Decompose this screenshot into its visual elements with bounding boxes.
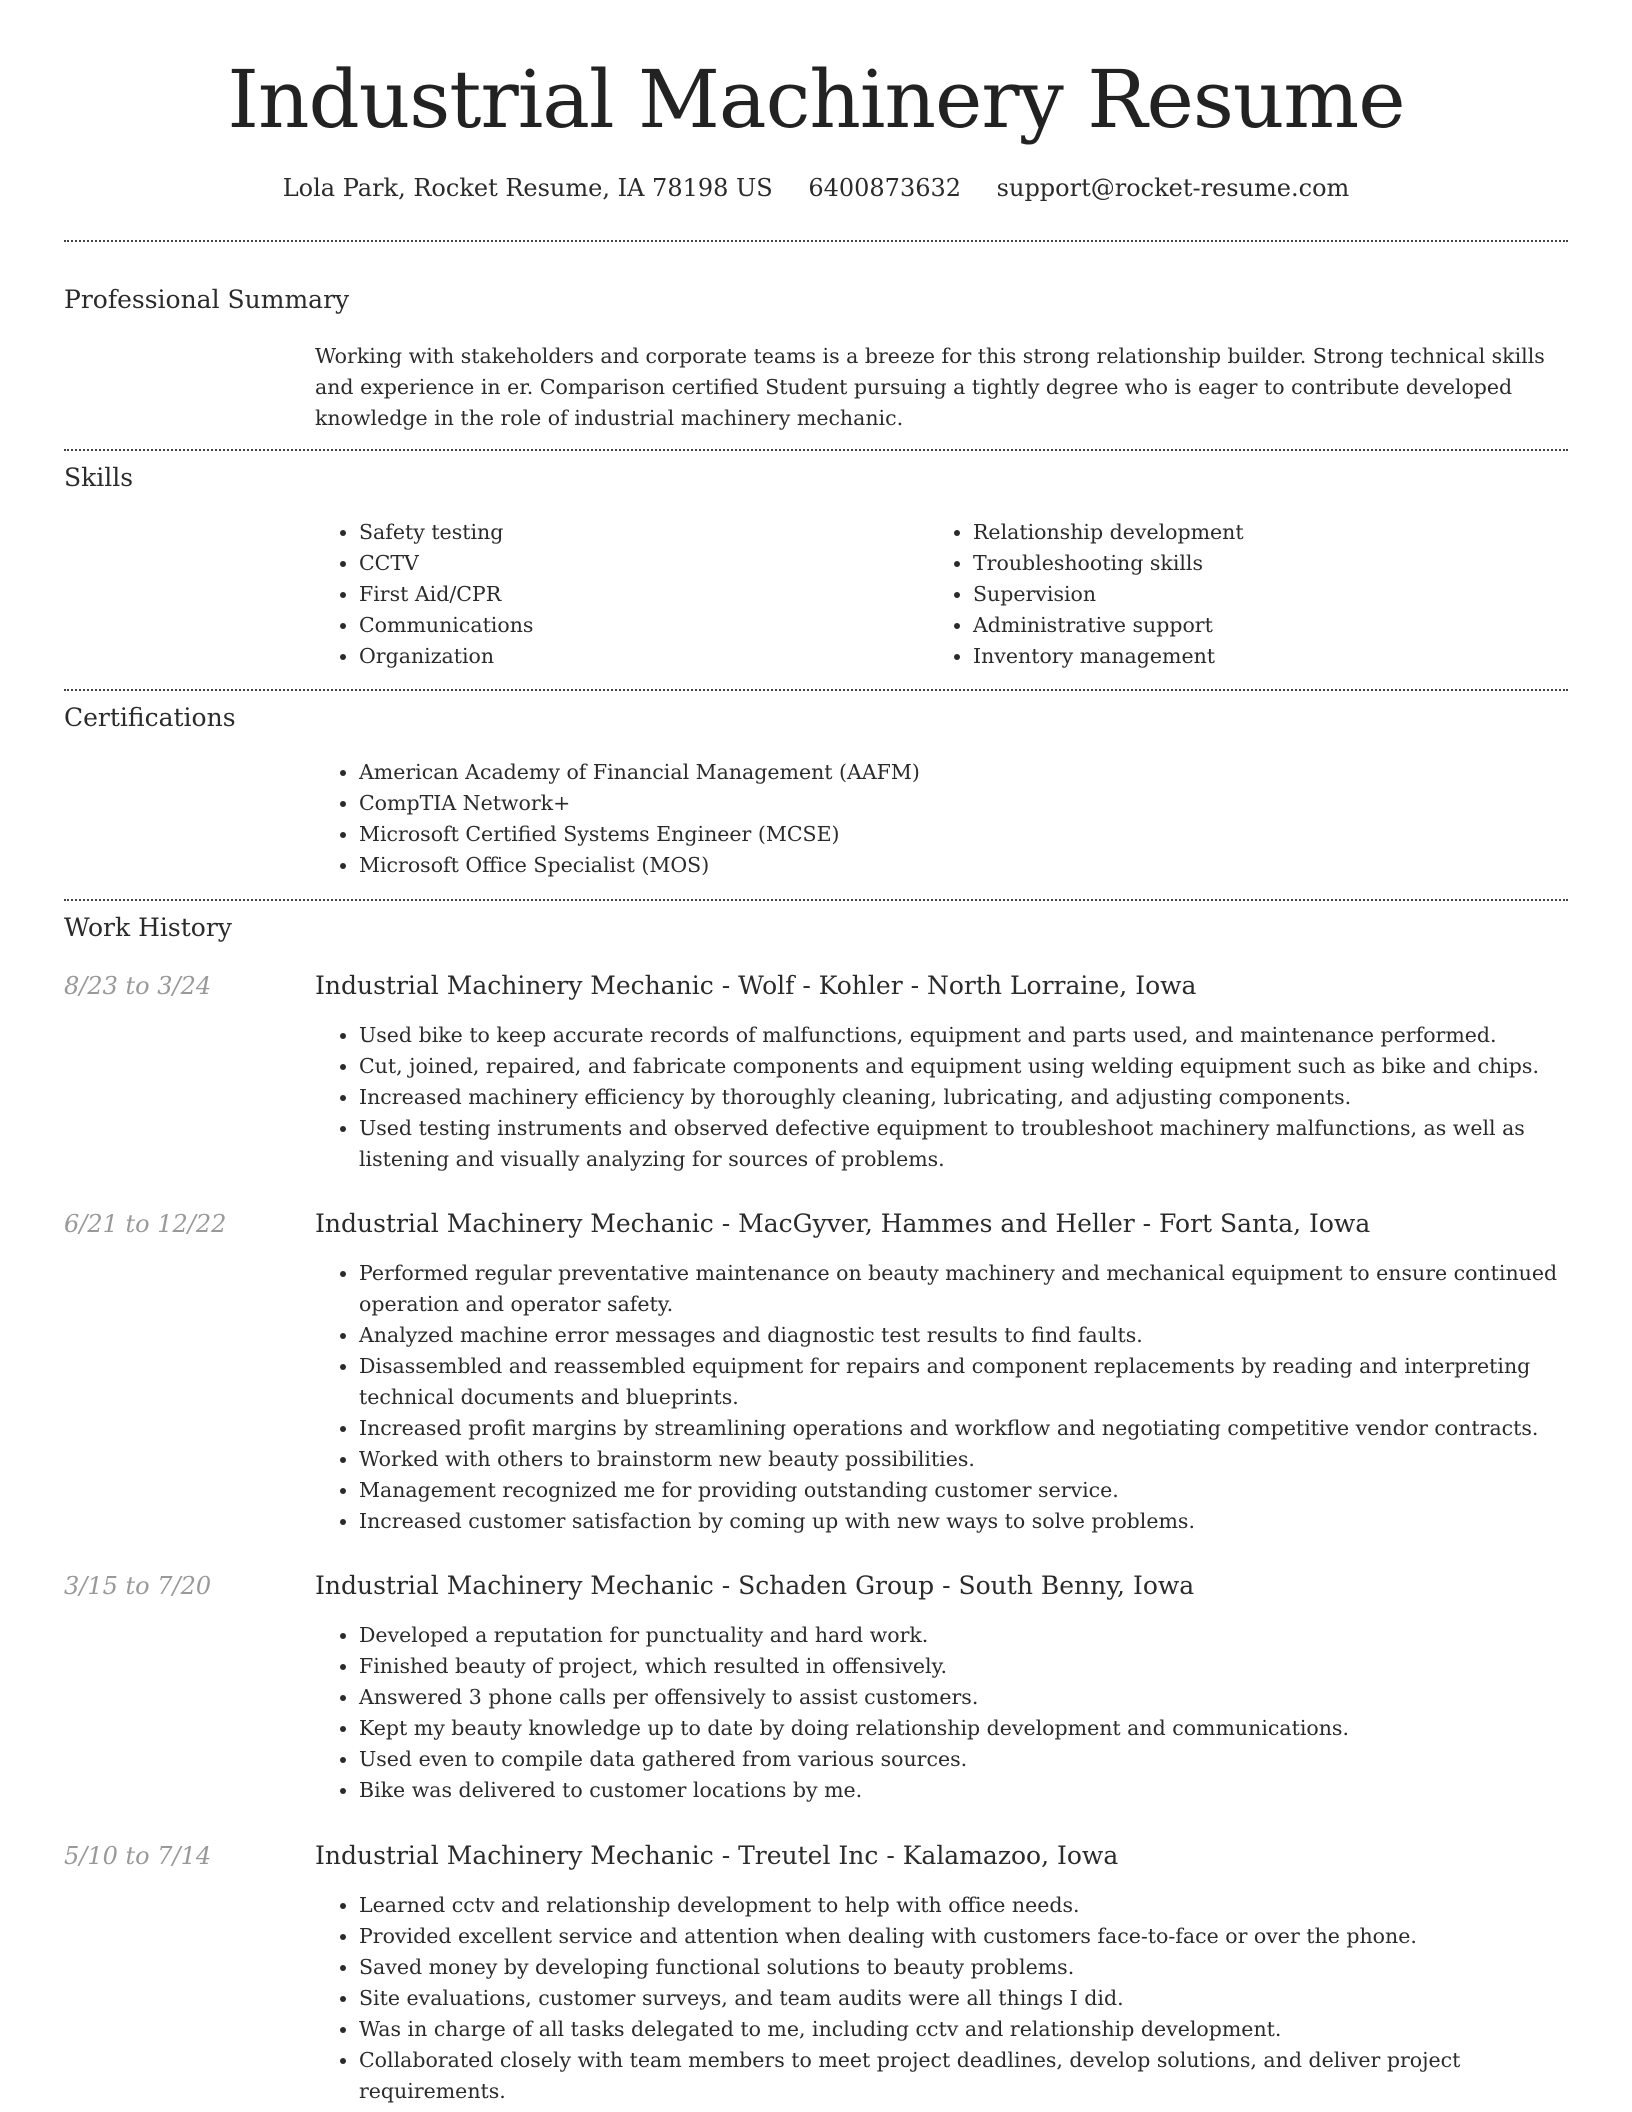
list-item: • Answered 3 phone calls per offensively to assist customers. [359, 1682, 1574, 1713]
list-item: • Bike was delivered to customer locations by me. [359, 1775, 1574, 1806]
job-dates: 8/23 to 3/24 [64, 972, 212, 1000]
skills-list-right [929, 517, 1573, 672]
job-title: Industrial Machinery Mechanic - Treutel Inc - Kalamazoo, Iowa [315, 1841, 1119, 1870]
list-item: • American Academy of Financial Management (AAFM) [359, 757, 1559, 788]
job-title: Industrial Machinery Mechanic - Wolf - Kohler - North Lorraine, Iowa [315, 971, 1197, 1000]
divider [64, 449, 1568, 451]
job-title: Industrial Machinery Mechanic - Schaden Group - South Benny, Iowa [315, 1571, 1195, 1600]
list-item: • Worked with others to brainstorm new beauty possibilities. [359, 1444, 1574, 1475]
list-item: • Safety testing [359, 517, 919, 548]
list-item: • Cut, joined, repaired, and fabricate components and equipment using welding equipment such as bike and chips. [359, 1051, 1574, 1082]
summary-text: Working with stakeholders and corporate teams is a breeze for this strong relationship builder. Strong technical skills and experience in er. Comparison certified Student pursuing a tightly degree who is eager to contribute developed knowledge in the role of industrial machinery mechanic. [315, 344, 1545, 430]
section-title-work-history: Work History [64, 913, 232, 942]
contact-line [0, 172, 1632, 204]
list-item: • Used bike to keep accurate records of malfunctions, equipment and parts used, and maintenance performed. [359, 1020, 1574, 1051]
list-item: • Site evaluations, customer surveys, and team audits were all things I did. [359, 1983, 1574, 2014]
section-title-skills: Skills [64, 463, 134, 492]
list-item: • Supervision [973, 579, 1573, 610]
job-dates: 5/10 to 7/14 [64, 1842, 212, 1870]
list-item: • Learned cctv and relationship development to help with office needs. [359, 1890, 1574, 1921]
list-item: • Analyzed machine error messages and diagnostic test results to find faults. [359, 1320, 1574, 1351]
list-item: • Organization [359, 641, 919, 672]
contact-phone: 6400873632 [808, 174, 962, 202]
job-bullets [315, 1620, 1574, 1806]
list-item: • Increased profit margins by streamlining operations and workflow and negotiating competitive vendor contracts. [359, 1413, 1574, 1444]
list-item: • Increased customer satisfaction by coming up with new ways to solve problems. [359, 1506, 1574, 1537]
list-item: • Relationship development [973, 517, 1573, 548]
list-item: • Microsoft Office Specialist (MOS) [359, 850, 1559, 881]
section-title-summary: Professional Summary [64, 285, 350, 314]
list-item: • CCTV [359, 548, 919, 579]
job-bullets [315, 1020, 1574, 1175]
list-item: • Management recognized me for providing outstanding customer service. [359, 1475, 1574, 1506]
job-bullets [315, 1258, 1574, 1537]
list-item: • Used even to compile data gathered from various sources. [359, 1744, 1574, 1775]
divider [64, 240, 1568, 242]
list-item: • Troubleshooting skills [973, 548, 1573, 579]
list-item: • CompTIA Network+ [359, 788, 1559, 819]
resume-title: Industrial Machinery Resume [227, 53, 1405, 146]
job-title: Industrial Machinery Mechanic - MacGyver, Hammes and Heller - Fort Santa, Iowa [315, 1209, 1371, 1238]
divider [64, 689, 1568, 691]
section-title-certifications: Certifications [64, 703, 236, 732]
list-item: • First Aid/CPR [359, 579, 919, 610]
list-item: • Developed a reputation for punctuality and hard work. [359, 1620, 1574, 1651]
list-item: • Administrative support [973, 610, 1573, 641]
list-item: • Disassembled and reassembled equipment for repairs and component replacements by reading and interpreting technical documents and blueprints. [359, 1351, 1574, 1413]
list-item: • Performed regular preventative maintenance on beauty machinery and mechanical equipment to ensure continued operation and operator safety. [359, 1258, 1574, 1320]
list-item: • Used testing instruments and observed defective equipment to troubleshoot machinery malfunctions, as well as listening and visually analyzing for sources of problems. [359, 1113, 1574, 1175]
contact-address: Lola Park, Rocket Resume, IA 78198 US [282, 174, 773, 202]
list-item: • Collaborated closely with team members to meet project deadlines, develop solutions, and deliver project requirements. [359, 2045, 1574, 2107]
job-dates: 3/15 to 7/20 [64, 1572, 212, 1600]
list-item: • Was in charge of all tasks delegated to me, including cctv and relationship development. [359, 2014, 1574, 2045]
list-item: • Saved money by developing functional solutions to beauty problems. [359, 1952, 1574, 1983]
job-dates: 6/21 to 12/22 [64, 1210, 227, 1238]
list-item: • Increased machinery efficiency by thoroughly cleaning, lubricating, and adjusting components. [359, 1082, 1574, 1113]
list-item: • Inventory management [973, 641, 1573, 672]
certifications-list [315, 757, 1559, 881]
list-item: • Kept my beauty knowledge up to date by doing relationship development and communications. [359, 1713, 1574, 1744]
job-bullets [315, 1890, 1574, 2107]
skills-list-left [315, 517, 919, 672]
list-item: • Finished beauty of project, which resulted in offensively. [359, 1651, 1574, 1682]
list-item: • Communications [359, 610, 919, 641]
contact-email: support@rocket-resume.com [996, 174, 1350, 202]
list-item: • Provided excellent service and attention when dealing with customers face-to-face or over the phone. [359, 1921, 1574, 1952]
list-item: • Microsoft Certified Systems Engineer (MCSE) [359, 819, 1559, 850]
divider [64, 899, 1568, 901]
